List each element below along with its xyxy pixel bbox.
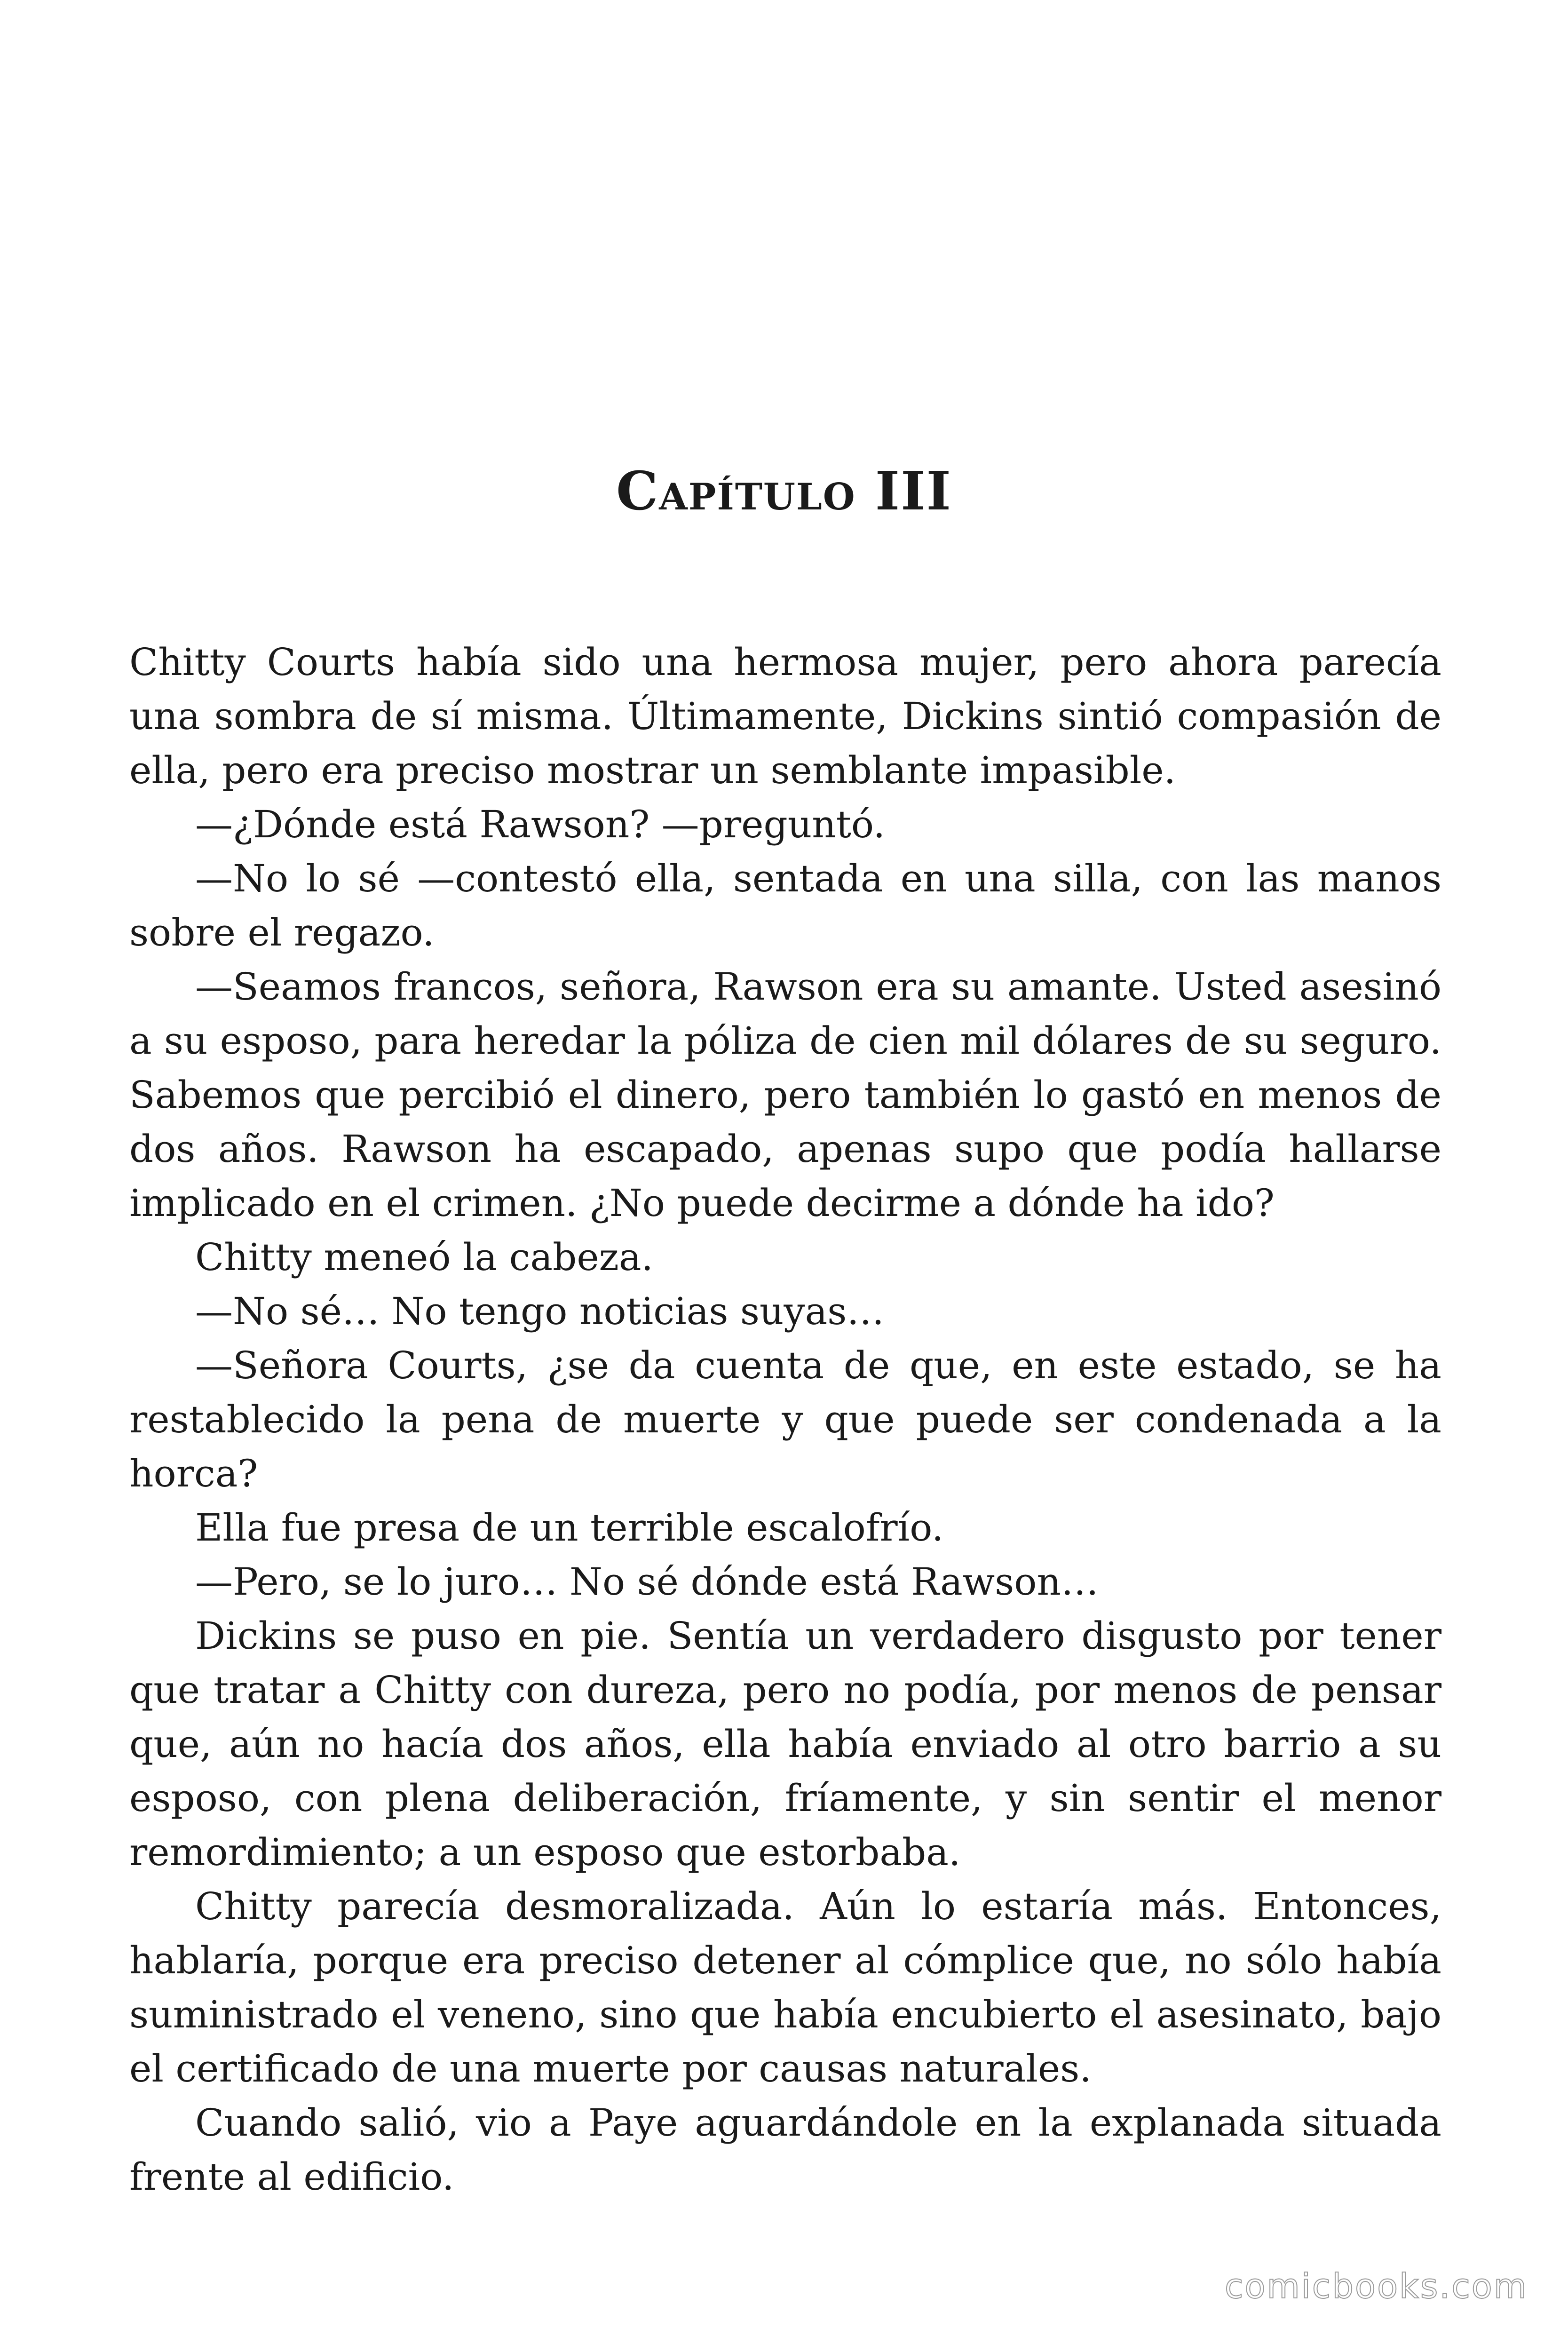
- paragraph: —Pero, se lo juro… No sé dónde está Rawson…: [195, 1560, 1099, 1604]
- paragraph: —Seamos francos, señora, Rawson era su amante. Usted asesinó a su esposo, para heredar la póliza de cien mil dólares de su seguro. Sabemos que percibió el dinero, pero también lo gastó en menos de dos años. Rawson ha escapado, apenas supo que podía hallarse implicado en el crimen. ¿No puede decirme a dónde ha ido?: [129, 965, 1441, 1225]
- paragraph: Dickins se puso en pie. Sentía un verdadero disgusto por tener que tratar a Chitty con dureza, pero no podía, por menos de pensar que, aún no hacía dos años, ella había enviado al otro barrio a su esposo, con plena deliberación, fríamente, y sin sentir el menor remordimiento; a un esposo que estorbaba.: [129, 1614, 1441, 1874]
- paragraph: Chitty parecía desmoralizada. Aún lo estaría más. Entonces, hablaría, porque era preciso detener al cómplice que, no sólo había suministrado el veneno, sino que había encubierto el asesinato, bajo el certificado de una muerte por causas naturales.: [129, 1884, 1441, 2090]
- paragraph: —Señora Courts, ¿se da cuenta de que, en este estado, se ha restablecido la pena de muerte y que puede ser condenada a la horca?: [129, 1343, 1441, 1495]
- paragraph: Cuando salió, vio a Paye aguardándole en la explanada situada frente al edificio.: [129, 2101, 1441, 2199]
- paragraph: —¿Dónde está Rawson? —preguntó.: [195, 803, 886, 846]
- paragraph: Chitty Courts había sido una hermosa mujer, pero ahora parecía una sombra de sí misma. Últimamente, Dickins sintió compasión de ella, pero era preciso mostrar un semblante impasible.: [129, 640, 1441, 792]
- watermark: comicbooks.com: [1224, 2266, 1528, 2306]
- paragraph: Ella fue presa de un terrible escalofrío.: [195, 1506, 944, 1549]
- chapter-body: [129, 635, 1441, 2204]
- paragraph: —No sé… No tengo noticias suyas…: [195, 1289, 885, 1333]
- paragraph: Chitty meneó la cabeza.: [195, 1235, 653, 1279]
- paragraph: —No lo sé —contestó ella, sentada en una silla, con las manos sobre el regazo.: [129, 857, 1441, 954]
- chapter-title: Capítulo III: [616, 461, 952, 522]
